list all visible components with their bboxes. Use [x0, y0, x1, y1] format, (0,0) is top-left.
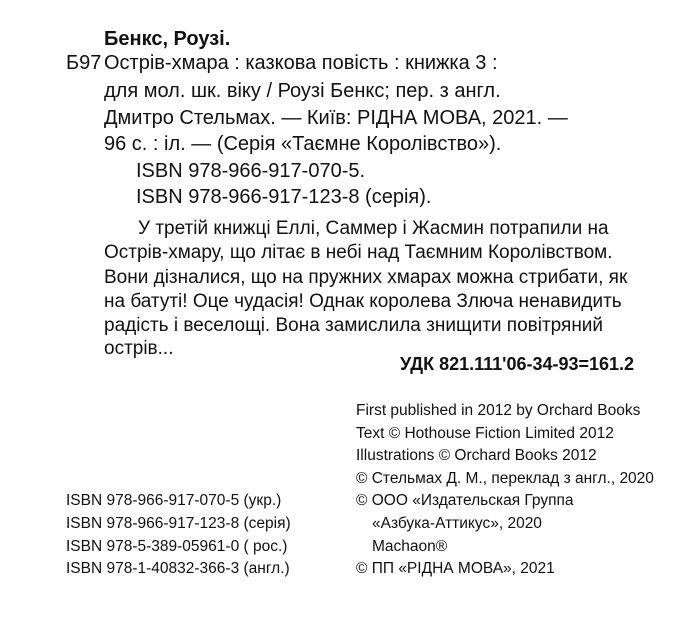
annotation-line: радість і веселощі. Вона замислила знищити повітряний: [104, 315, 604, 336]
isbn-list-item: ISBN 978-966-917-123-8 (серія): [66, 515, 291, 532]
annotation-line: Острів-хмару, що літає в небі над Таємним Королівством.: [104, 242, 613, 263]
isbn-series-line: ISBN 978-966-917-123-8 (серія).: [136, 186, 432, 208]
isbn-list-item: ISBN 978-966-917-070-5 (укр.): [66, 492, 282, 509]
annotation-line: на батуті! Оце чудасія! Однак королева Злюча ненавидить: [104, 291, 622, 312]
isbn-line: ISBN 978-966-917-070-5.: [136, 160, 366, 182]
udk-code: УДК 821.111'06-34-93=161.2: [400, 354, 635, 374]
annotation-line: У третій книжці Еллі, Саммер і Жасмин потрапили на: [138, 218, 609, 239]
description-line: Острів-хмара : казкова повість : книжка 3 :: [104, 52, 498, 74]
credit-line: © Стельмах Д. М., переклад з англ., 2020: [356, 470, 654, 487]
credit-line: First published in 2012 by Orchard Books: [356, 402, 641, 419]
credit-line: © ПП «РІДНА МОВА», 2021: [356, 560, 555, 577]
description-line: для мол. шк. віку / Роузі Бенкс; пер. з англ.: [104, 80, 501, 102]
credit-line: Text © Hothouse Fiction Limited 2012: [356, 425, 614, 442]
annotation-line: Вони дізналися, що на пружних хмарах можна стрибати, як: [104, 267, 628, 288]
annotation-line: острів...: [104, 338, 174, 359]
credit-line: «Азбука-Аттикус», 2020: [372, 515, 542, 532]
description-line: Дмитро Стельмах. — Київ: РІДНА МОВА, 2021. —: [104, 107, 568, 129]
credit-line: Illustrations © Orchard Books 2012: [356, 447, 597, 464]
credit-line: Machaon®: [372, 538, 448, 555]
description-line: 96 с. : іл. — (Серія «Таємне Королівство»).: [104, 133, 502, 155]
author-heading: Бенкс, Роузі.: [104, 28, 231, 50]
credit-line: © ООО «Издательская Группа: [356, 492, 574, 509]
isbn-list-item: ISBN 978-5-389-05961-0 ( рос.): [66, 538, 288, 555]
isbn-list-item: ISBN 978-1-40832-366-3 (англ.): [66, 560, 290, 577]
classification-code: Б97: [66, 52, 102, 74]
